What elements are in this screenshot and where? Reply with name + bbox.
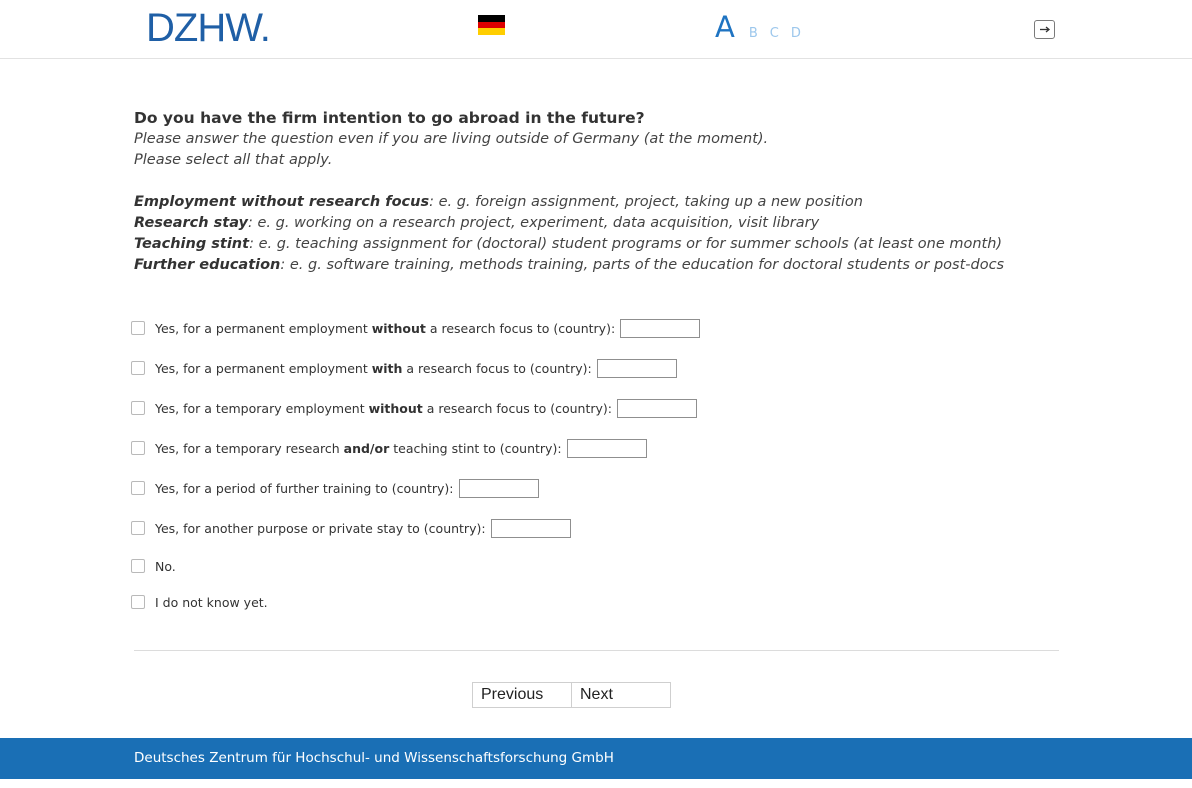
question-instruction: Please answer the question even if you are living outside of Germany (at the moment). (134, 131, 769, 147)
font-size-d[interactable]: D (790, 26, 801, 41)
logout-icon (1038, 24, 1051, 35)
country-input[interactable] (617, 399, 697, 418)
question-instruction: Please select all that apply. (134, 152, 333, 168)
checkbox[interactable] (131, 361, 145, 375)
checkbox[interactable] (131, 321, 145, 335)
option-other-purpose (131, 518, 571, 538)
font-size-b[interactable]: B (748, 26, 758, 41)
font-size-switcher (715, 10, 813, 44)
definition-text: : e. g. working on a research project, experiment, data acquisition, visit library (248, 215, 820, 231)
definitions (134, 192, 1064, 276)
option-permanent-without-research (131, 318, 700, 338)
definition-item (134, 213, 1064, 234)
logout-button[interactable] (1034, 20, 1055, 39)
definition-text: : e. g. teaching assignment for (doctoral) student programs or for summer schools (at least one month) (249, 236, 1003, 252)
definition-term: Employment without research focus (134, 194, 430, 210)
option-label[interactable]: Yes, for a permanent employment with a research focus to (country): (155, 360, 592, 376)
option-label[interactable]: No. (155, 558, 176, 574)
footer-text: Deutsches Zentrum für Hochschul- und Wissenschaftsforschung GmbH (134, 750, 614, 766)
option-do-not-know (131, 592, 268, 612)
checkbox[interactable] (131, 401, 145, 415)
checkbox[interactable] (131, 595, 145, 609)
previous-button[interactable]: Previous (473, 683, 572, 707)
checkbox[interactable] (131, 559, 145, 573)
font-size-c[interactable]: C (769, 26, 779, 41)
country-input[interactable] (620, 319, 700, 338)
checkbox[interactable] (131, 481, 145, 495)
option-no (131, 556, 176, 576)
definition-term: Further education (134, 257, 281, 273)
navigation-buttons (472, 682, 671, 708)
definition-item (134, 255, 1064, 276)
german-flag-icon[interactable] (478, 15, 505, 35)
font-size-a[interactable]: A (715, 10, 735, 44)
option-label[interactable]: Yes, for a period of further training to (country): (155, 480, 454, 496)
option-label[interactable]: Yes, for another purpose or private stay to (country): (155, 520, 486, 536)
dzhw-logo[interactable]: DZHW. (146, 6, 270, 50)
definition-item (134, 234, 1064, 255)
question-block (134, 107, 1064, 276)
checkbox[interactable] (131, 441, 145, 455)
option-label[interactable]: Yes, for a temporary employment without a research focus to (country): (155, 400, 613, 416)
option-further-training (131, 478, 539, 498)
definition-text: : e. g. software training, methods training, parts of the education for doctoral students or post-docs (280, 257, 1005, 273)
header (0, 0, 1192, 59)
option-label[interactable]: Yes, for a permanent employment without a research focus to (country): (155, 320, 616, 336)
definition-term: Teaching stint (134, 236, 250, 252)
option-label[interactable]: I do not know yet. (155, 594, 268, 610)
option-temporary-research-teaching (131, 438, 647, 458)
checkbox[interactable] (131, 521, 145, 535)
divider (134, 650, 1059, 651)
country-input[interactable] (597, 359, 677, 378)
country-input[interactable] (459, 479, 539, 498)
country-input[interactable] (491, 519, 571, 538)
option-temporary-without-research (131, 398, 697, 418)
option-permanent-with-research (131, 358, 677, 378)
definition-text: : e. g. foreign assignment, project, taking up a new position (429, 194, 863, 210)
definition-item (134, 192, 1064, 213)
definition-term: Research stay (134, 215, 248, 231)
next-button[interactable]: Next (572, 683, 670, 707)
option-label[interactable]: Yes, for a temporary research and/or teaching stint to (country): (155, 440, 562, 456)
question-title: Do you have the firm intention to go abroad in the future? (134, 109, 645, 127)
country-input[interactable] (567, 439, 647, 458)
footer (0, 738, 1192, 779)
